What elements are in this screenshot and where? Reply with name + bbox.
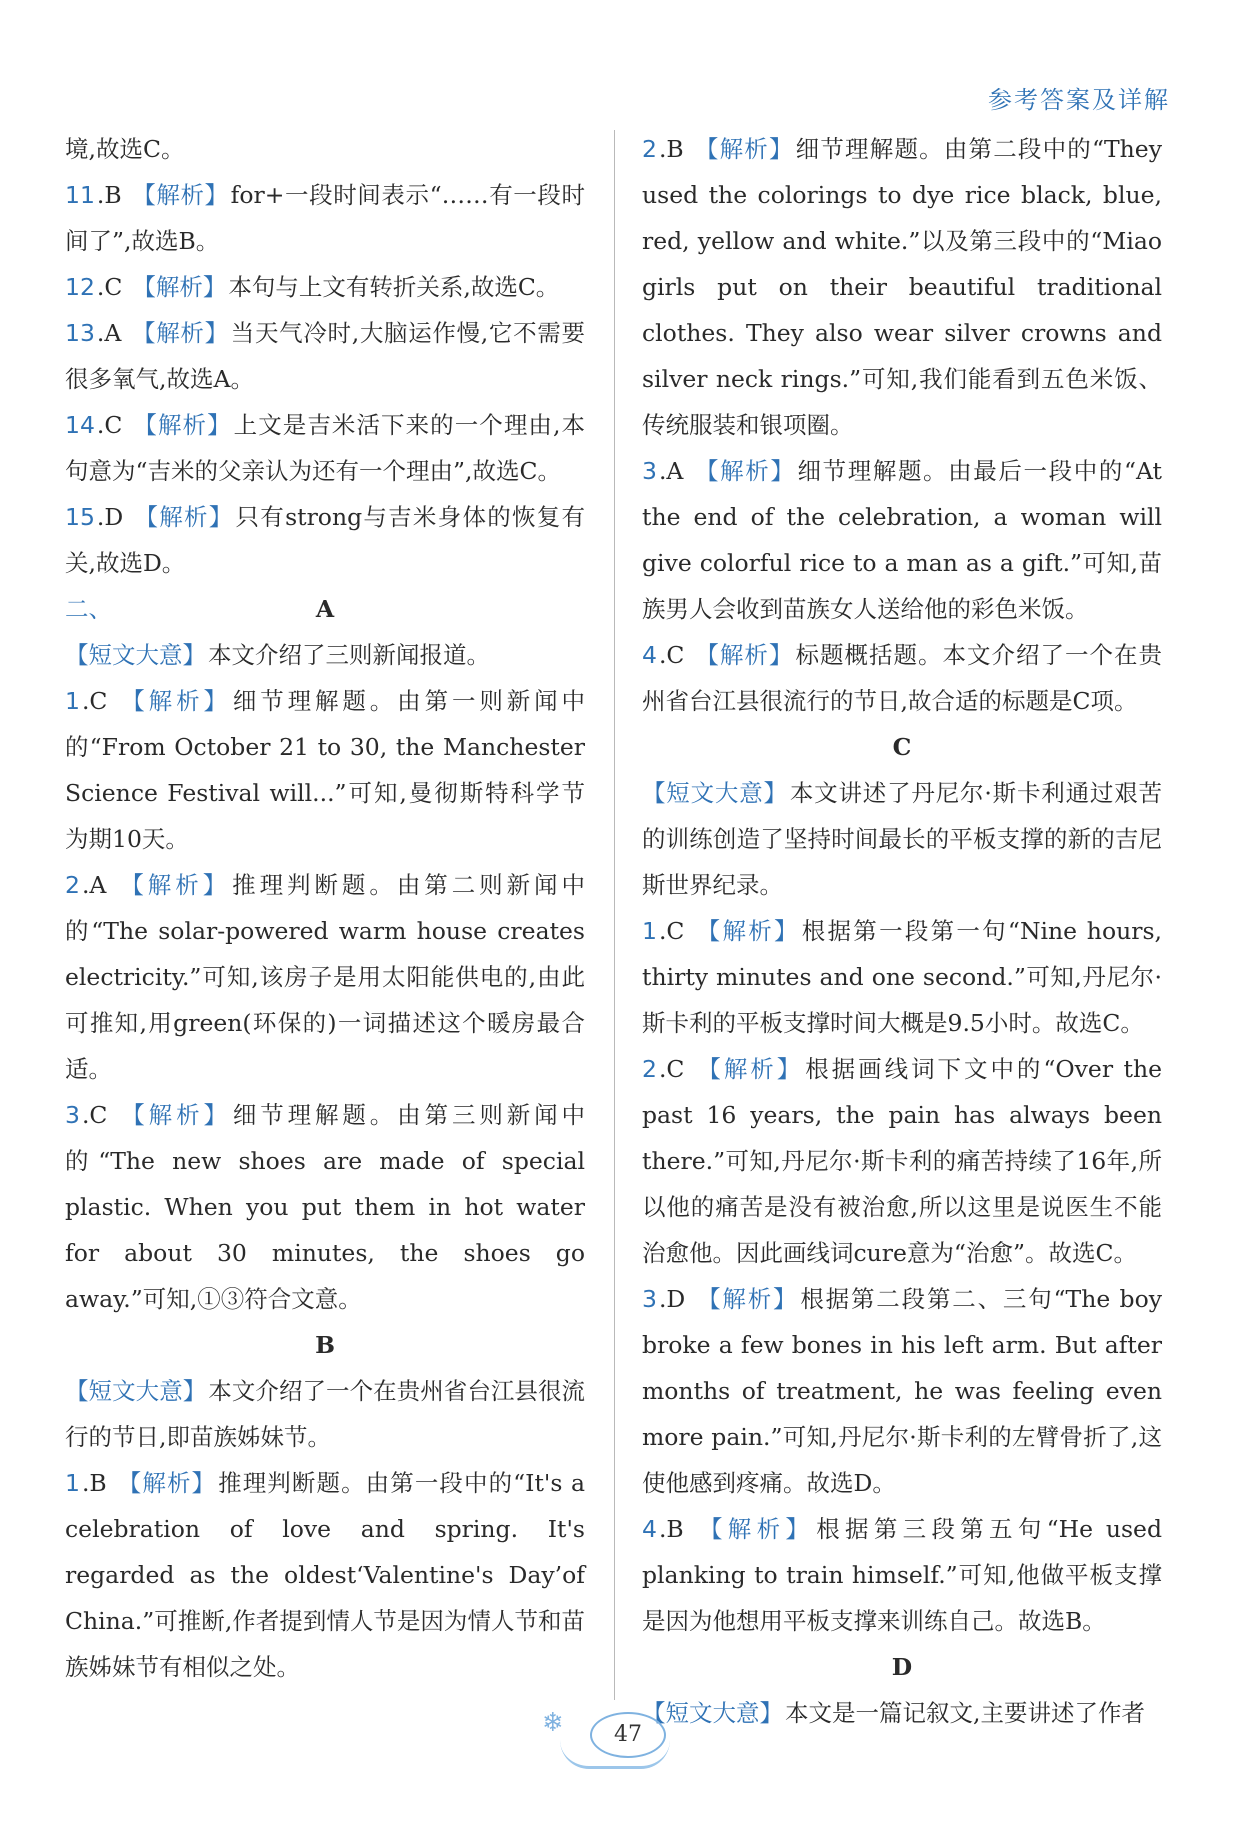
right-column xyxy=(642,126,1162,1736)
passage-letter-C: C xyxy=(892,733,912,761)
summary-tag: 【短文大意】 xyxy=(65,641,206,669)
snowflake-icon: ❄ xyxy=(542,1708,564,1738)
answer-B3: 3.A 【解析】细节理解题。由最后一段中的“At the end of the celebration, a woman will give colorful rice to a man as a gift.”可知,苗族男人会收到苗族女人送给他的彩色米饭。 xyxy=(642,457,1163,623)
answer-item-13: 13.A 【解析】当天气冷时,大脑运作慢,它不需要很多氧气,故选A。 xyxy=(65,319,585,393)
answer-B4: 4.C 【解析】标题概括题。本文介绍了一个在贵州省台江县很流行的节日,故合适的标题是C项。 xyxy=(642,641,1163,715)
page-number: 47 xyxy=(590,1712,666,1758)
page-header-title: 参考答案及详解 xyxy=(988,86,1170,114)
analysis-tag: 【解析】 xyxy=(132,411,232,439)
passage-letter-D: D xyxy=(891,1653,913,1681)
analysis-tag: 【解析】 xyxy=(693,135,794,163)
passage-letter-B: B xyxy=(315,1331,335,1359)
answer-C3: 3.D 【解析】根据第二段第二、三句“The boy broke a few bones in his left arm. But after months of treatment, he was feeling even more pain.”可知,丹尼尔·斯卡利的左臂骨折了,这使他感到疼痛。故选D。 xyxy=(642,1285,1163,1497)
answer-C2: 2.C 【解析】根据画线词下文中的“Over the past 16 years, the pain has always been there.”可知,丹尼尔·斯卡利的痛苦持续了16年,所以他的痛苦是没有被治愈,所以这里是说医生不能治愈他。因此画线词cure意为“治愈”。故选C。 xyxy=(642,1055,1162,1267)
answer-B1: 1.B 【解析】推理判断题。由第一段中的“It's a celebration of love and spring. It's regarded as the oldest‘Valentine's Day’of China.”可推断,作者提到情人节是因为情人节和苗族姊妹节有相似之处。 xyxy=(65,1469,585,1681)
summary-B: 【短文大意】本文介绍了一个在贵州省台江县很流行的节日,即苗族姊妹节。 xyxy=(65,1377,586,1451)
summary-tag: 【短文大意】 xyxy=(65,1377,207,1405)
analysis-tag: 【解析】 xyxy=(693,457,796,485)
analysis-tag: 【解析】 xyxy=(695,1285,799,1313)
answer-item-12: 12.C 【解析】本句与上文有转折关系,故选C。 xyxy=(65,273,560,301)
page-number-ornament xyxy=(540,1700,680,1770)
summary-D: 【短文大意】本文是一篇记叙文,主要讲述了作者 xyxy=(642,1699,1145,1727)
left-column xyxy=(65,126,585,1690)
summary-tag: 【短文大意】 xyxy=(642,1699,783,1727)
analysis-tag: 【解析】 xyxy=(116,871,231,899)
continuation-text: 境,故选C。 xyxy=(65,135,185,163)
summary-C: 【短文大意】本文讲述了丹尼尔·斯卡利通过艰苦的训练创造了坚持时间最长的平板支撑的新的吉尼斯世界纪录。 xyxy=(642,779,1162,899)
analysis-tag: 【解析】 xyxy=(132,273,227,301)
answer-A1: 1.C 【解析】细节理解题。由第一则新闻中的“From October 21 to 30, the Manchester Science Festival will...”可知,曼彻斯特科学节为期10天。 xyxy=(65,687,586,853)
analysis-tag: 【解析】 xyxy=(117,1101,231,1129)
answer-item-14: 14.C 【解析】上文是吉米活下来的一个理由,本句意为“吉米的父亲认为还有一个理由”,故选C。 xyxy=(65,411,585,485)
analysis-tag: 【解析】 xyxy=(117,687,231,715)
summary-A: 【短文大意】本文介绍了三则新闻报道。 xyxy=(65,641,490,669)
answer-C4: 4.B 【解析】根据第三段第五句“He used planking to train himself.”可知,他做平板支撑是因为他想用平板支撑来训练自己。故选B。 xyxy=(642,1515,1163,1635)
analysis-tag: 【解析】 xyxy=(133,503,234,531)
analysis-tag: 【解析】 xyxy=(116,1469,217,1497)
analysis-tag: 【解析】 xyxy=(694,641,794,669)
passage-letter-A: A xyxy=(315,595,335,623)
answer-A2: 2.A 【解析】推理判断题。由第二则新闻中的“The solar-powered warm house creates electricity.”可知,该房子是用太阳能供电的,由此可推知,用green(环保的)一词描述这个暖房最合适。 xyxy=(65,871,586,1083)
analysis-tag: 【解析】 xyxy=(693,1515,815,1543)
answer-item-11: 11.B 【解析】for+一段时间表示“……有一段时间了”,故选B。 xyxy=(65,181,585,255)
section-heading-2: 二、 A xyxy=(65,586,585,632)
analysis-tag: 【解析】 xyxy=(694,1055,804,1083)
analysis-tag: 【解析】 xyxy=(131,181,229,209)
answer-item-15: 15.D 【解析】只有strong与吉米身体的恢复有关,故选D。 xyxy=(65,503,585,577)
analysis-tag: 【解析】 xyxy=(694,917,800,945)
column-divider xyxy=(614,130,615,1700)
analysis-tag: 【解析】 xyxy=(131,319,229,347)
answer-B2: 2.B 【解析】细节理解题。由第二段中的“They used the colorings to dye rice black, blue, red, yellow and white.”以及第三段中的“Miao girls put on their beautiful traditional clothes. They also wear silver crowns and silver neck rings.”可知,我们能看到五色米饭、传统服装和银项圈。 xyxy=(642,135,1162,439)
answer-C1: 1.C 【解析】根据第一段第一句“Nine hours, thirty minutes and one second.”可知,丹尼尔·斯卡利的平板支撑时间大概是9.5小时。故选C。 xyxy=(642,917,1162,1037)
answer-A3: 3.C 【解析】细节理解题。由第三则新闻中的“The new shoes are made of special plastic. When you put them in hot water for about 30 minutes, the shoes go away.”可知,①③符合文意。 xyxy=(65,1101,586,1313)
summary-tag: 【短文大意】 xyxy=(642,779,788,807)
